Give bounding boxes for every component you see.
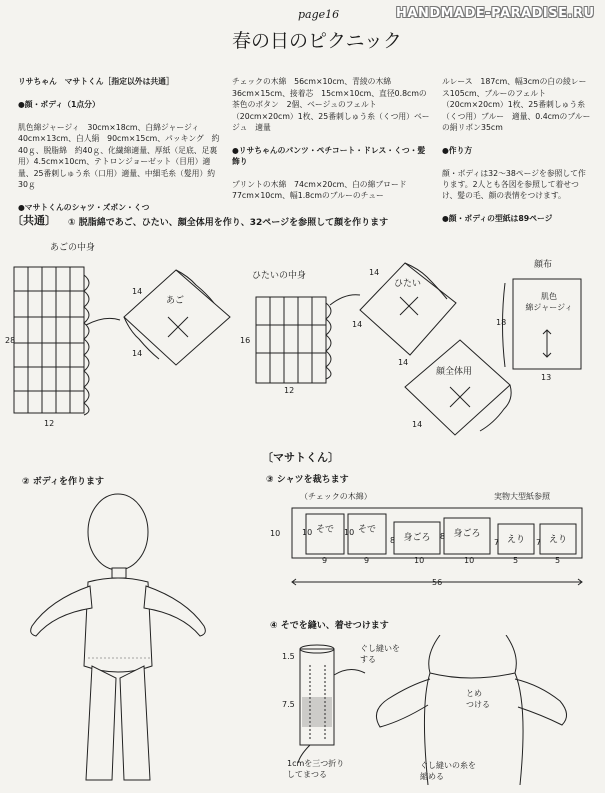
materials-lisa-text: プリントの木綿 74cm×20cm、白の綿ブロード 77cm×10cm、幅1.8cmのブルーのチュー xyxy=(232,180,415,201)
shirt-piece-width: 5 xyxy=(513,556,519,565)
doll-body-right xyxy=(515,673,523,785)
step2-text: ② ボディを作ります xyxy=(22,477,105,487)
face-cloth-height: 18 xyxy=(496,318,507,327)
shirt-piece-height: 10 xyxy=(302,528,313,537)
materials-column-2 xyxy=(232,65,432,202)
shirt-piece-height: 7 xyxy=(536,538,542,547)
common-diagram xyxy=(0,255,605,455)
ago-side-a: 14 xyxy=(132,287,143,296)
hitai-piece-label: ひたい xyxy=(394,279,422,289)
materials-heading: リサちゃん マサトくん［指定以外は共通］ xyxy=(18,77,174,87)
section-masato-label: 〔マサトくん〕 xyxy=(262,451,339,464)
shirt-piece-name: 身ごろ xyxy=(403,533,431,543)
shirt-piece-name: そで xyxy=(315,525,334,535)
shirt-piece-width: 10 xyxy=(464,556,475,565)
method-text: 顔・ボディは32〜38ページを参照して作ります。2人とも各図を参照して着せつけ、髪の毛、顔の表情をつけます。 xyxy=(442,168,586,201)
ago-arrow xyxy=(86,318,120,325)
face-cloth-width: 13 xyxy=(541,373,552,382)
materials-column-3 xyxy=(442,65,592,225)
materials-masato-text: チェックの木綿 56cm×10cm、青綾の木綿36cm×15cm、接着芯 15cm×10cm、直径0.8cmの茶色のボタン 2個、ベージュのフェルト（20cm×20cm）1枚、25番刺しゅう糸（くつ用）ベージュ 適量 xyxy=(232,77,430,133)
shirt-piece-name: そで xyxy=(357,525,376,535)
shirt-piece-height: 8 xyxy=(440,532,446,541)
kao-side-b: 14 xyxy=(412,420,423,429)
shirt-piece-height: 8 xyxy=(390,536,396,545)
note-fold: 1cmを三つ折り してまつる xyxy=(287,759,345,779)
step1-text: ① 脱脂綿であご、ひたい、顔全体用を作り、32ページを参照して顔を作ります xyxy=(68,218,389,228)
materials-lisa-text-cont: ルレース 187cm、幅3cmの白の綾レース105cm、ブルーのフェルト（20cm×20cm）1枚、25番刺しゅう糸（くつ用）ブルー 適量、0.4cmのブルーの絹リボン35cm xyxy=(442,77,591,133)
hitai-width: 12 xyxy=(284,386,295,395)
face-cloth-fabric: 肌色 綿ジャージィ xyxy=(525,292,573,312)
materials-face-body-heading: ●顔・ボディ（1点分） xyxy=(18,100,100,110)
watermark: HANDMADE-PARADISE.RU xyxy=(396,6,595,21)
sleeve-length: 7.5 xyxy=(282,700,295,709)
hitai-side-a: 14 xyxy=(369,268,380,277)
hitai-cotton-grid xyxy=(256,295,363,383)
shirt-piece-height: 10 xyxy=(344,528,355,537)
section-common-label: 〔共通〕 xyxy=(12,214,56,227)
shirt-cutting-diagram xyxy=(0,500,605,610)
kaonuno-label: 顔布 xyxy=(534,260,553,270)
ago-label: あごの中身 xyxy=(50,243,96,253)
materials-column-1 xyxy=(18,65,223,213)
shirt-piece-width: 9 xyxy=(322,556,328,565)
sleeve-top: 1.5 xyxy=(282,652,295,661)
hitai-side-b: 14 xyxy=(352,320,363,329)
note-shime: ぐし縫いの糸を 縮める xyxy=(420,761,476,781)
shirt-height: 10 xyxy=(270,529,281,538)
gushi-pointer xyxy=(334,669,365,675)
page-number: page16 xyxy=(298,8,340,21)
doll-sleeve-left xyxy=(376,679,430,727)
doll-leg-left xyxy=(86,666,116,780)
ago-height: 28 xyxy=(5,336,16,345)
pattern-page-note: ●顔・ボディの型紙は89ページ xyxy=(442,214,553,224)
shirt-piece-width: 9 xyxy=(364,556,370,565)
materials-lisa-heading: ●リサちゃんのパンツ・ペチコート・ドレス・くつ・髪飾り xyxy=(232,145,426,167)
shirt-piece-name: えり xyxy=(506,535,525,545)
hitai-height: 16 xyxy=(240,336,251,345)
ago-width: 12 xyxy=(44,419,55,428)
doll-leg-right xyxy=(120,666,150,780)
step4-text: ④ そでを縫い、着せつけます xyxy=(270,621,389,631)
ago-piece-label: あご xyxy=(166,296,185,306)
note-gushi: ぐし縫いを する xyxy=(360,644,400,664)
note-tome: とめ つける xyxy=(466,689,490,709)
materials-face-body-text: 肌色綿ジャージィ 30cm×18cm、白綿ジャージィ 40cm×13cm、白人絹 90cm×15cm、パッキング 約40ｇ、脱脂綿 約40ｇ、化繊綿適量、厚紙（足底、足裏用）4.5cm×10cm、テトロンジョーゼット（目用）適量、25番刺しゅう糸（口用）適量、中細毛糸（髪用）約30ｇ xyxy=(18,123,220,190)
kao-side-a: 14 xyxy=(398,358,409,367)
method-heading: ●作り方 xyxy=(442,145,473,155)
shirt-piece-width: 5 xyxy=(555,556,561,565)
step3-text: ③ シャツを裁ちます xyxy=(266,475,349,485)
fabric-label: （チェックの木綿） xyxy=(300,492,372,501)
pattern-note: 実物大型紙参照 xyxy=(494,492,550,501)
shirt-piece-height: 7 xyxy=(494,538,500,547)
kao-zentai-label: 顔全体用 xyxy=(436,367,473,377)
ago-cotton-grid xyxy=(14,267,120,415)
shirt-total-width: 56 xyxy=(432,578,443,587)
shirt-piece-name: 身ごろ xyxy=(453,529,481,539)
hitai-label: ひたいの中身 xyxy=(252,271,307,281)
shirt-piece-width: 10 xyxy=(414,556,425,565)
materials-masato-heading: ●マサトくんのシャツ・ズボン・くつ xyxy=(18,202,150,212)
doll-neck-outline xyxy=(429,635,517,678)
shirt-piece-name: えり xyxy=(548,535,567,545)
ago-side-b: 14 xyxy=(132,349,143,358)
page-title: 春の日のピクニック xyxy=(232,30,402,52)
hitai-arrow xyxy=(330,295,360,305)
